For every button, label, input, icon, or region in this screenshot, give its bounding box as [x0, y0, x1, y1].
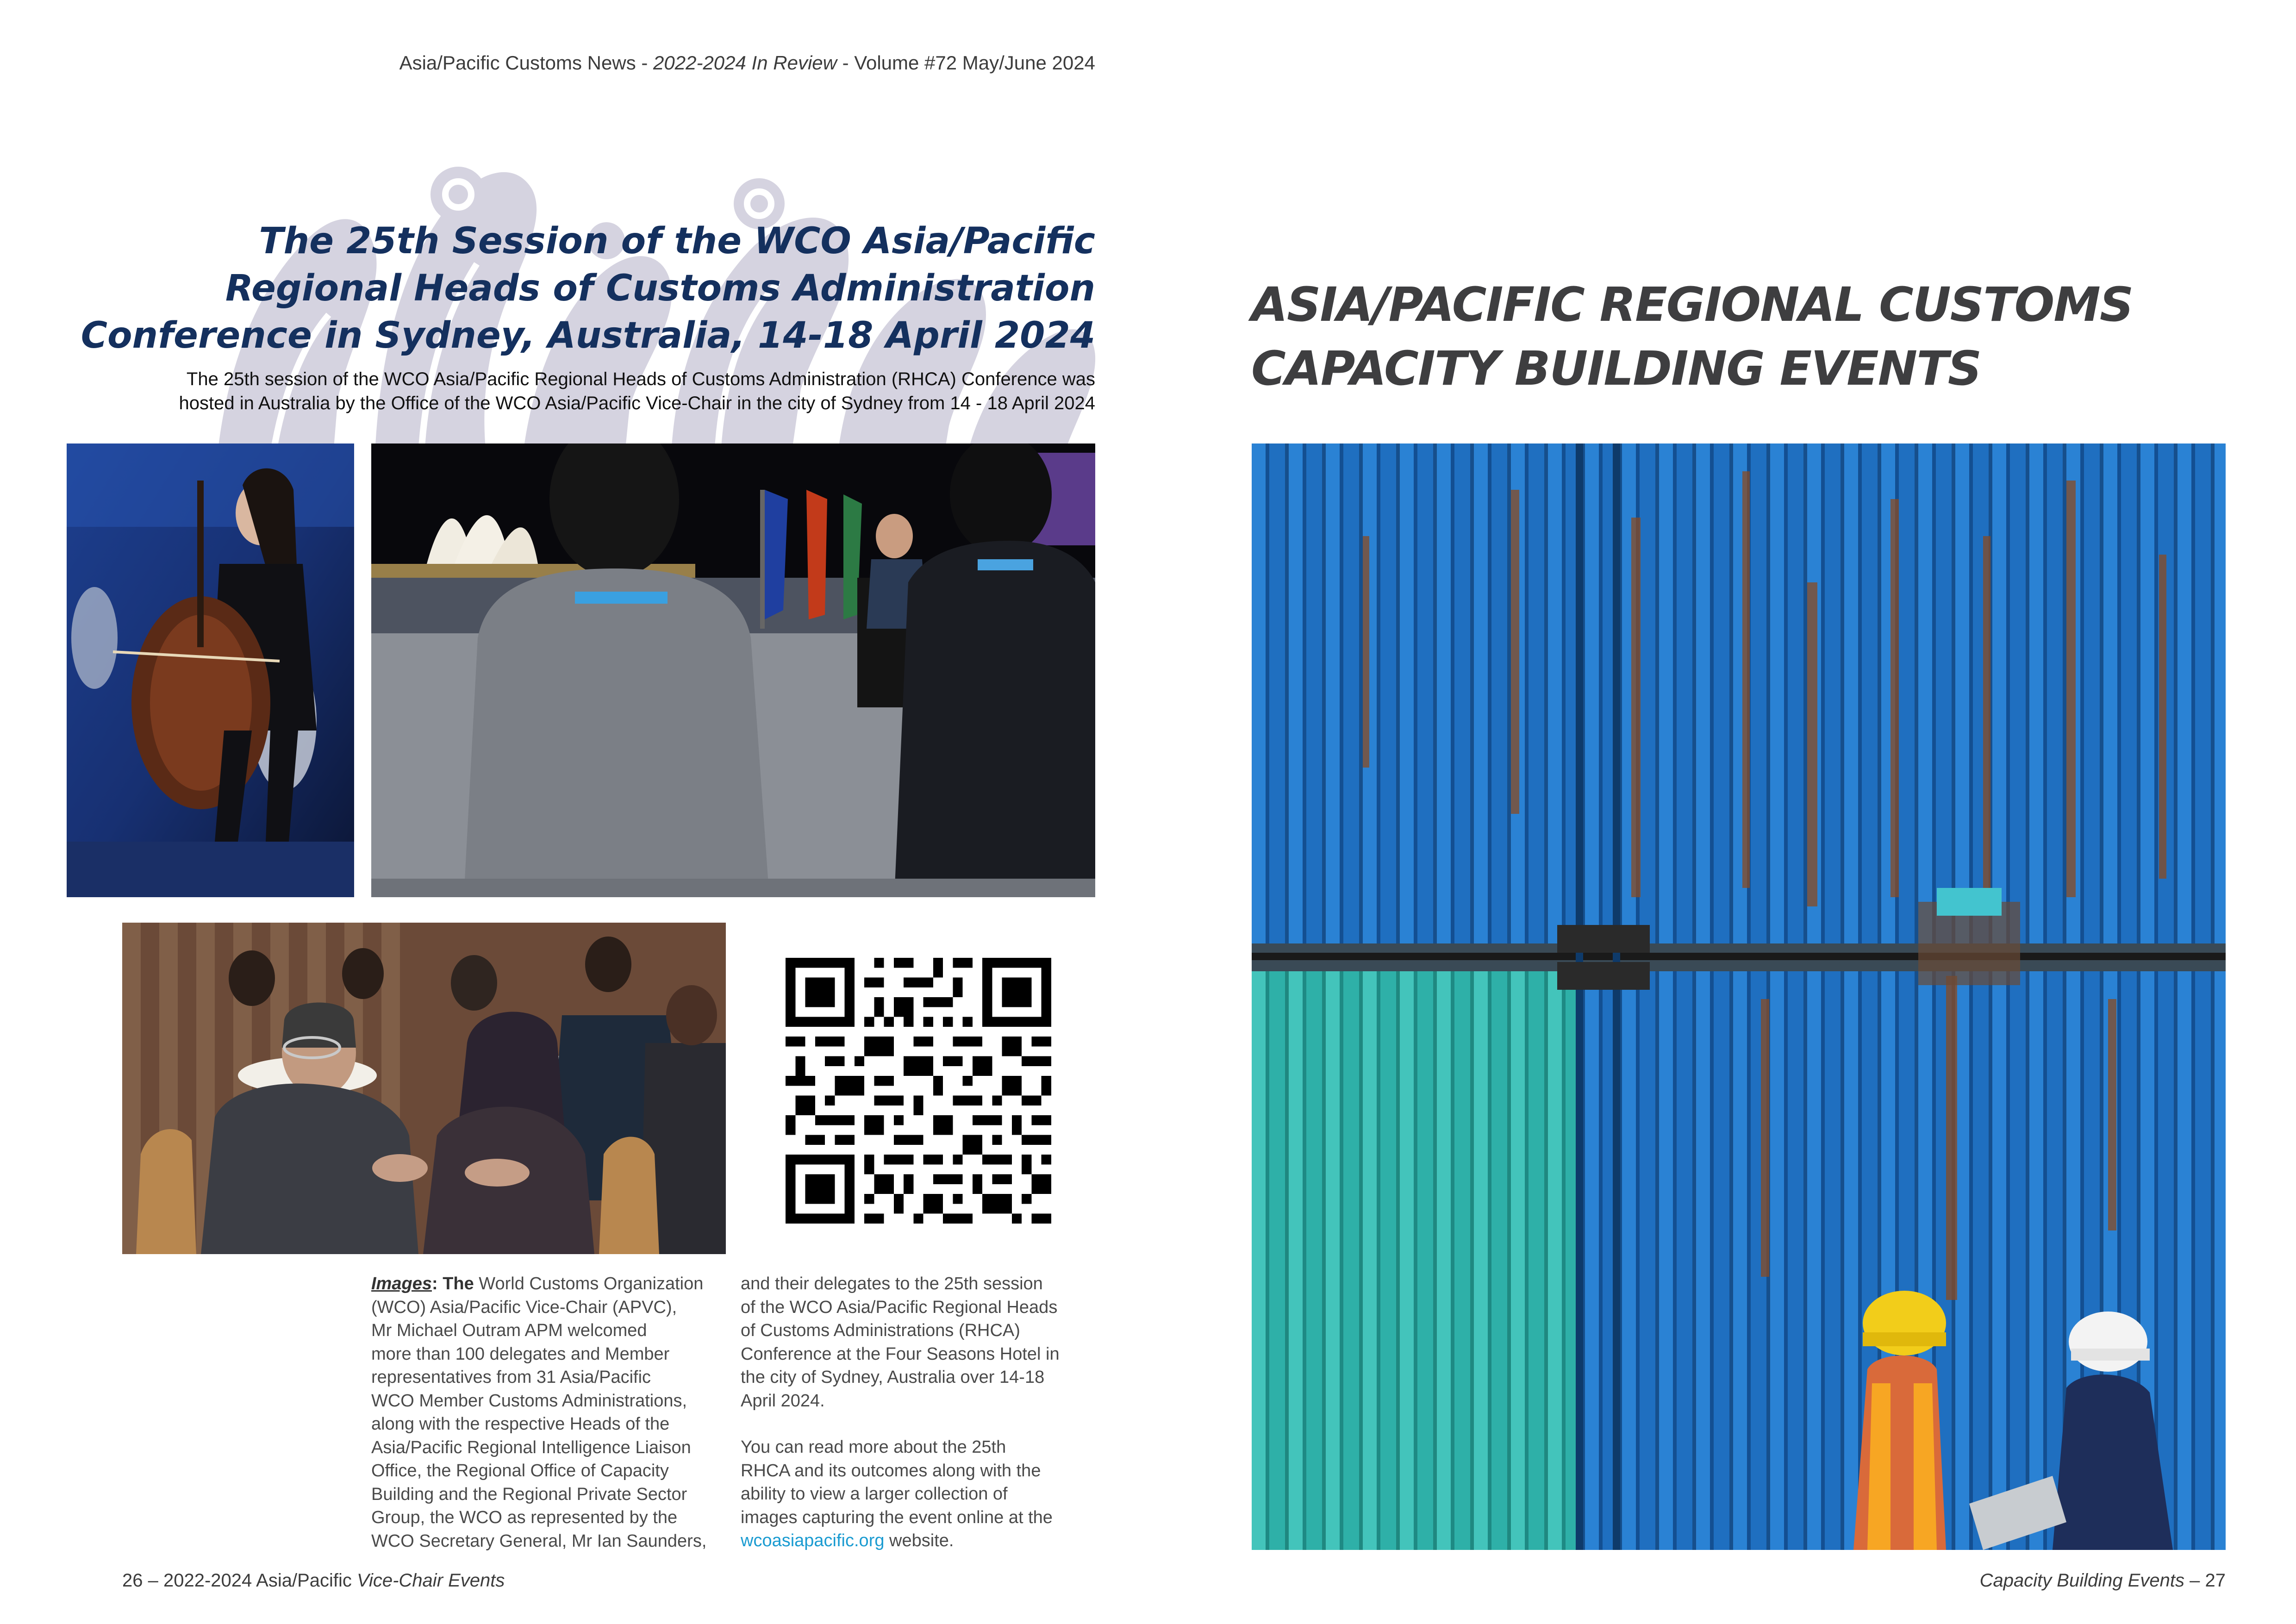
caption-colon: : [431, 1274, 443, 1293]
headline-line: Conference in Sydney, Australia, 14-18 April 2024 [81, 315, 1095, 356]
caption-lead: Images [371, 1274, 432, 1293]
running-head-volume: - Volume #72 May/June 2024 [836, 52, 1095, 74]
caption-line: of Customs Administrations (RHCA) [741, 1321, 1020, 1340]
caption-line: representatives from 31 Asia/Pacific [371, 1368, 651, 1387]
caption-line: along with the respective Heads of the [371, 1414, 670, 1434]
right-page [1148, 0, 2296, 1624]
standfirst-line: The 25th session of the WCO Asia/Pacific Regional Heads of Customs Administration (RHCA) Conference was [186, 369, 1095, 389]
link-suffix: website. [884, 1531, 954, 1550]
caption-line: of the WCO Asia/Pacific Regional Heads [741, 1297, 1058, 1317]
article-standfirst [31, 367, 1095, 415]
caption-line: April 2024. [741, 1391, 825, 1411]
caption-line: Group, the WCO as represented by the [371, 1508, 678, 1527]
caption-line: Building and the Regional Private Sector [371, 1484, 687, 1504]
caption-first-line: World Customs Organization [474, 1274, 704, 1293]
caption-line: RHCA and its outcomes along with the [741, 1461, 1041, 1480]
caption-line: ability to view a larger collection of [741, 1484, 1008, 1504]
folio-right-text: – 27 [2184, 1570, 2226, 1591]
qr-code-icon[interactable] [776, 948, 1061, 1233]
section-title [1251, 273, 2270, 401]
folio-right-italic: Capacity Building Events [1979, 1570, 2185, 1591]
caption-line: You can read more about the 25th [741, 1437, 1006, 1457]
photo-sydney-opera-house-speech [371, 443, 1095, 897]
caption-line: Mr Michael Outram APM welcomed [371, 1321, 647, 1340]
caption-line: more than 100 delegates and Member [371, 1344, 670, 1364]
running-head-text: Asia/Pacific Customs News - [399, 52, 654, 74]
website-link[interactable]: wcoasiapacific.org [741, 1531, 885, 1550]
folio-left-italic: Vice-Chair Events [357, 1570, 505, 1591]
caption-line [371, 1272, 732, 1296]
photo-cellist-performer [67, 443, 354, 897]
caption-line: and their delegates to the 25th session [741, 1274, 1043, 1293]
caption-line [741, 1529, 1102, 1553]
folio-left-text: 26 – 2022-2024 Asia/Pacific [122, 1570, 357, 1591]
headline-line: Regional Heads of Customs Administration [225, 268, 1095, 309]
caption-line: WCO Member Customs Administrations, [371, 1391, 687, 1411]
photo-shipping-containers-inspectors [1252, 443, 2226, 1550]
page-folio-right [1980, 1570, 2226, 1591]
caption-line: Office, the Regional Office of Capacity [371, 1461, 669, 1480]
standfirst-line: hosted in Australia by the Office of the WCO Asia/Pacific Vice-Chair in the city of Sydney from 14 - 18 April 2024 [179, 393, 1095, 413]
caption-line: WCO Secretary General, Mr Ian Saunders, [371, 1531, 707, 1551]
caption-the: The [443, 1274, 474, 1293]
photo-delegates-dinner [122, 923, 726, 1254]
running-head [0, 52, 1095, 74]
caption-line: Conference at the Four Seasons Hotel in [741, 1344, 1060, 1364]
caption-line: (WCO) Asia/Pacific Vice-Chair (APVC), [371, 1297, 677, 1317]
caption-line: the city of Sydney, Australia over 14-18 [741, 1368, 1045, 1387]
section-title-line: CAPACITY BUILDING EVENTS [1251, 341, 1981, 396]
article-headline [77, 218, 1095, 359]
headline-line: The 25th Session of the WCO Asia/Pacific [259, 220, 1095, 262]
paragraph-gap [741, 1412, 1102, 1436]
caption-line: images capturing the event online at the [741, 1507, 1053, 1527]
page-folio-left [122, 1570, 505, 1591]
caption-column-1 [371, 1272, 732, 1553]
caption-line: Asia/Pacific Regional Intelligence Liaison [371, 1437, 691, 1457]
caption-column-2 [741, 1272, 1102, 1553]
running-head-italic: 2022-2024 In Review [653, 52, 837, 74]
section-title-line: ASIA/PACIFIC REGIONAL CUSTOMS [1251, 277, 2133, 332]
